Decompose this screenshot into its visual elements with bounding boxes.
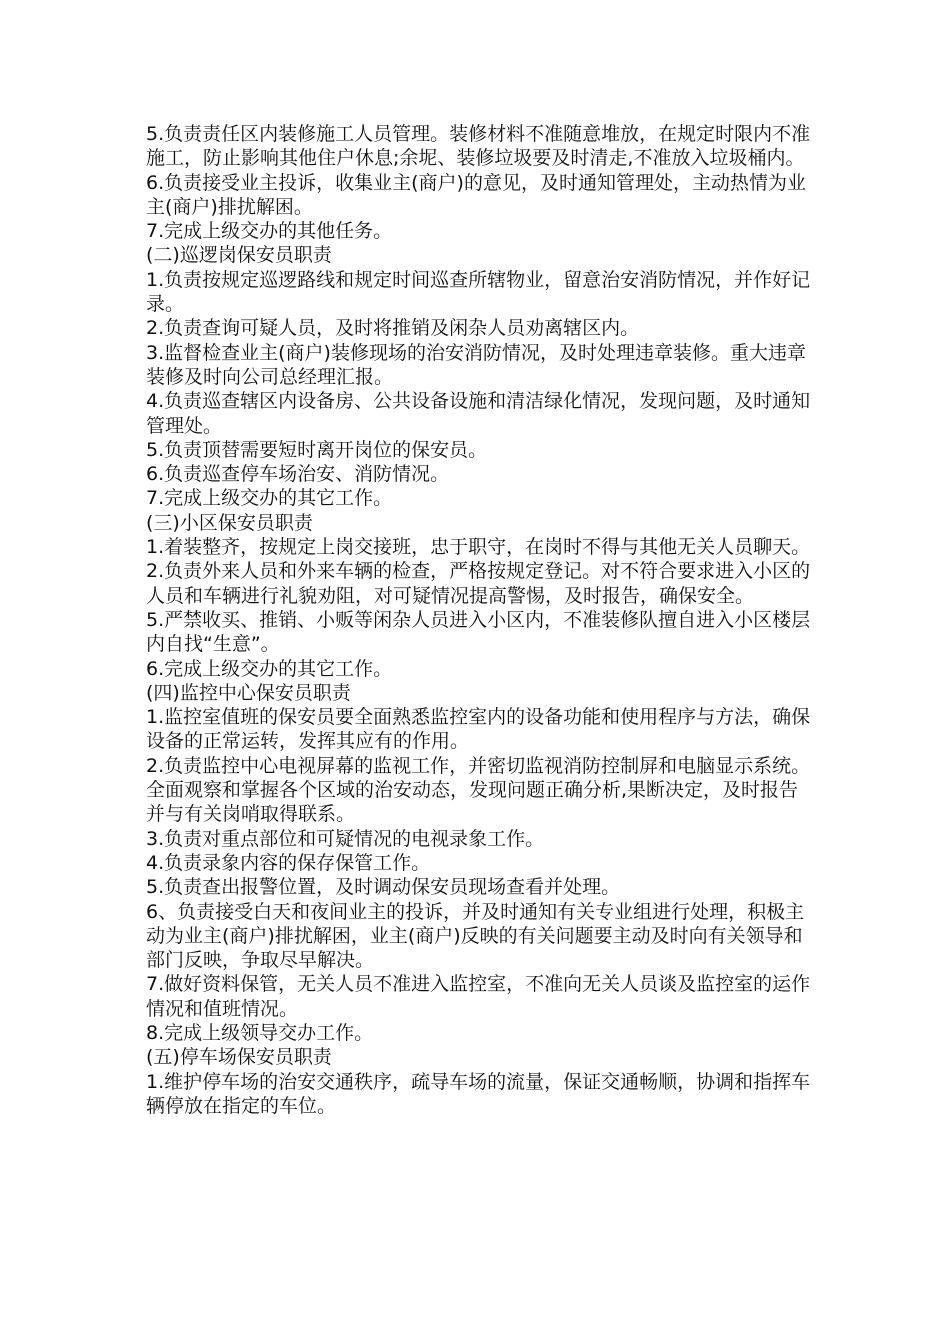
paragraph-complaint-handling: 6、负责接受白天和夜间业主的投诉，并及时通知有关专业组进行处理，积极主动为业主(商户)排扰解困，业主(商户)反映的有关问题要主动及时向有关领导和部门反映，争取尽早解决。 <box>146 900 805 972</box>
paragraph-patrol-other-work: 7.完成上级交办的其它工作。 <box>146 487 393 510</box>
paragraph-other-tasks: 7.完成上级交办的其他任务。 <box>146 220 393 243</box>
paragraph-vendor-ban: 5.严禁收买、推销、小贩等闲杂人员进入小区内，不准装修队擅自进入小区楼层内自找“生意”。 <box>146 608 811 656</box>
paragraph-community-other-work: 6.完成上级交办的其它工作。 <box>146 657 393 680</box>
paragraph-video-recording: 3.负责对重点部位和可疑情况的电视录象工作。 <box>146 827 545 850</box>
paragraph-alarm-response: 5.负责查出报警位置，及时调动保安员现场查看并处理。 <box>146 876 621 899</box>
paragraph-equipment-inspection: 4.负责巡查辖区内设备房、公共设备设施和清洁绿化情况，发现问题，及时通知管理处。 <box>146 390 811 437</box>
section-heading-community: (三)小区保安员职责 <box>146 511 313 534</box>
paragraph-patrol-route: 1.负责按规定巡逻路线和规定时间巡查所辖物业，留意治安消防情况，并作好记录。 <box>146 268 811 316</box>
paragraph-monitoring-other-work: 8.完成上级领导交办工作。 <box>146 1021 374 1044</box>
paragraph-suspicious-persons: 2.负责查询可疑人员，及时将推销及闲杂人员劝离辖区内。 <box>146 317 640 340</box>
paragraph-renovation-management: 5.负责责任区内装修施工人员管理。装修材料不准随意堆放，在规定时限内不准施工，防止影响其他住户休息;余坭、装修垃圾要及时清走,不准放入垃圾桶内。 <box>146 123 811 170</box>
document-body <box>146 122 816 1118</box>
paragraph-monitor-familiarity: 1.监控室值班的保安员要全面熟悉监控室内的设备功能和使用程序与方法，确保设备的正常运转，发挥其应有的作用。 <box>146 706 811 753</box>
section-heading-parking: (五)停车场保安员职责 <box>146 1046 332 1069</box>
paragraph-renovation-inspection: 3.监督检查业主(商户)装修现场的治安消防情况，及时处理违章装修。重大违章装修及时向公司总经理汇报。 <box>146 341 806 388</box>
paragraph-visitor-check: 2.负责外来人员和外来车辆的检查，严格按规定登记。对不符合要求进入小区的人员和车辆进行礼貌劝阻，对可疑情况提高警惕，及时报告，确保安全。 <box>146 560 811 607</box>
section-heading-patrol: (二)巡逻岗保安员职责 <box>146 244 332 267</box>
paragraph-records-custody: 7.做好资料保管，无关人员不准进入监控室，不准向无关人员谈及监控室的运作情况和值班情况。 <box>146 973 811 1020</box>
section-heading-monitoring: (四)监控中心保安员职责 <box>146 681 351 704</box>
paragraph-relief-duty: 5.负责顶替需要短时离开岗位的保安员。 <box>146 438 488 461</box>
paragraph-parking-order: 1.维护停车场的治安交通秩序，疏导车场的流量，保证交通畅顺，协调和指挥车辆停放在指定的车位。 <box>146 1070 811 1117</box>
paragraph-screen-monitoring: 2.负责监控中心电视屏幕的监视工作，并密切监视消防控制屏和电脑显示系统。全面观察和掌握各个区域的治安动态，发现问题正确分析,果断决定，及时报告并与有关岗哨取得联系。 <box>146 754 811 826</box>
paragraph-complaints: 6.负责接受业主投诉，收集业主(商户)的意见，及时通知管理处，主动热情为业主(商户)排扰解困。 <box>146 171 806 218</box>
paragraph-parking-patrol: 6.负责巡查停车场治安、消防情况。 <box>146 463 450 486</box>
paragraph-dress-duty: 1.着装整齐，按规定上岗交接班，忠于职守，在岗时不得与其他无关人员聊天。 <box>146 536 811 559</box>
paragraph-recording-storage: 4.负责录象内容的保存保管工作。 <box>146 851 431 874</box>
